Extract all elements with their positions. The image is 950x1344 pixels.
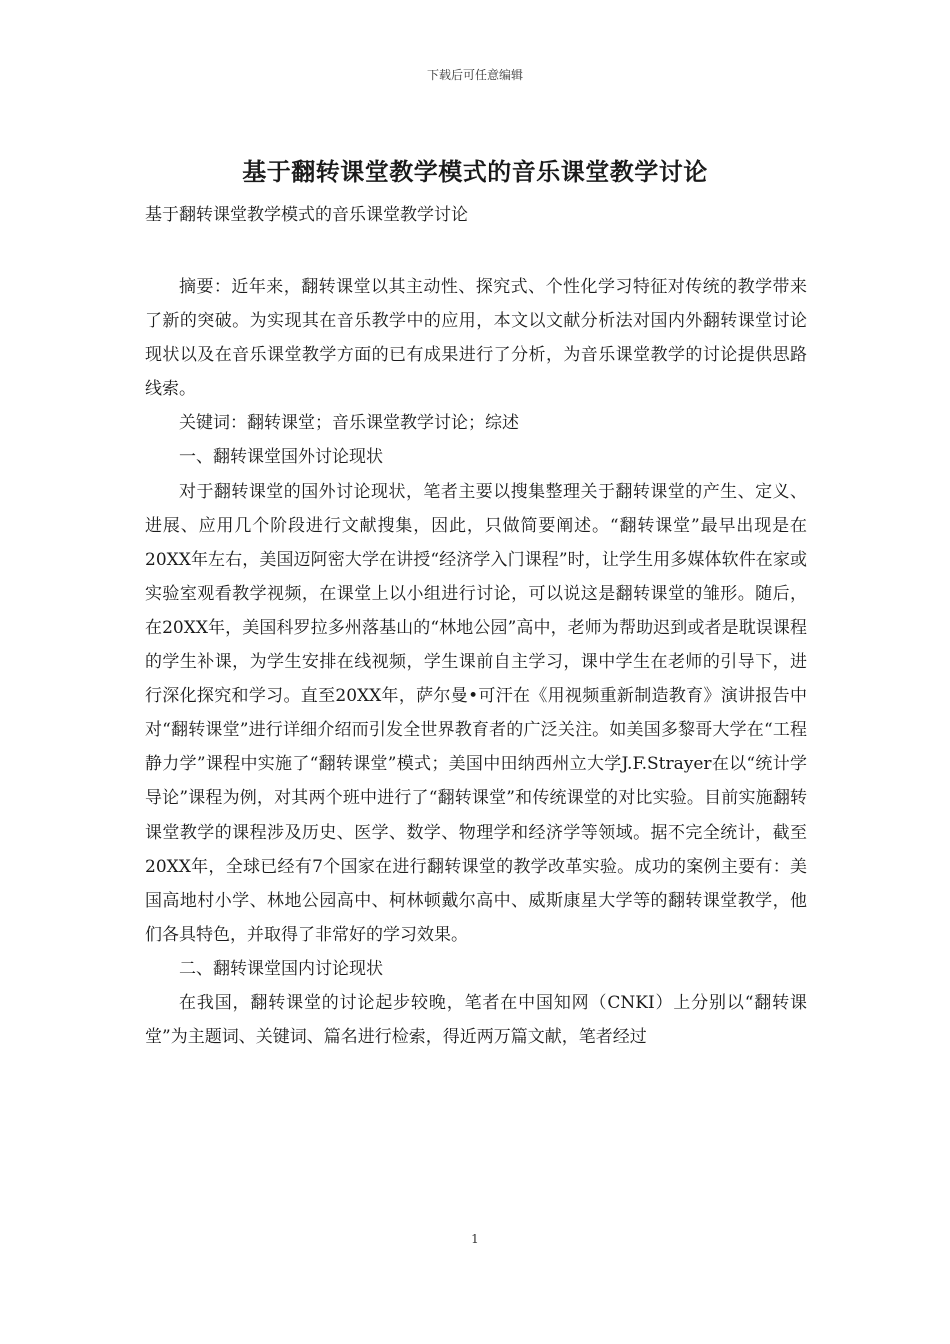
- document-title: 基于翻转课堂教学模式的音乐课堂教学讨论: [242, 157, 708, 186]
- page-number: 1: [471, 1232, 479, 1246]
- document-subtitle: 基于翻转课堂教学模式的音乐课堂教学讨论: [145, 205, 468, 225]
- section-body-domestic: 在我国，翻转课堂的讨论起步较晚，笔者在中国知网（CNKI）上分别以“翻转课堂”为主题词、关键词、篇名进行检索，得近两万篇文献，笔者经过: [145, 992, 807, 1048]
- section-heading-foreign: 一、翻转课堂国外讨论现状: [179, 447, 383, 468]
- header-note: 下载后可任意编辑: [426, 68, 523, 82]
- section-heading-domestic: 二、翻转课堂国内讨论现状: [179, 958, 383, 979]
- document-body: [145, 270, 807, 1054]
- keywords-paragraph: 关键词：翻转课堂；音乐课堂教学讨论；综述: [179, 413, 519, 434]
- abstract-paragraph: 摘要：近年来，翻转课堂以其主动性、探究式、个性化学习特征对传统的教学带来了新的突破。为实现其在音乐教学中的应用，本文以文献分析法对国内外翻转课堂讨论现状以及在音乐课堂教学方面的已有成果进行了分析，为音乐课堂教学的讨论提供思路线索。: [145, 277, 807, 400]
- section-body-foreign: 对于翻转课堂的国外讨论现状，笔者主要以搜集整理关于翻转课堂的产生、定义、进展、应用几个阶段进行文献搜集，因此，只做简要阐述。“翻转课堂”最早出现是在20XX年左右，美国迈阿密大学在讲授“经济学入门课程”时，让学生用多媒体软件在家或实验室观看教学视频，在课堂上以小组进行讨论，可以说这是翻转课堂的雏形。随后，在20XX年，美国科罗拉多州落基山的“林地公园”高中，老师为帮助迟到或者是耽误课程的学生补课，为学生安排在线视频，学生课前自主学习，课中学生在老师的引导下，进行深化探究和学习。直至20XX年，萨尔曼•可汗在《用视频重新制造教育》演讲报告中对“翻转课堂”进行详细介绍而引发全世界教育者的广泛关注。如美国多黎哥大学在“工程静力学”课程中实施了“翻转课堂”模式；美国中田纳西州立大学J.F.Strayer在以“统计学导论”课程为例，对其两个班中进行了“翻转课堂”和传统课堂的对比实验。目前实施翻转课堂教学的课程涉及历史、医学、数学、物理学和经济学等领域。据不完全统计，截至20XX年，全球已经有7个国家在进行翻转课堂的教学改革实验。成功的案例主要有：美国高地村小学、林地公园高中、柯林顿戴尔高中、威斯康星大学等的翻转课堂教学，他们各具特色，并取得了非常好的学习效果。: [145, 481, 807, 945]
